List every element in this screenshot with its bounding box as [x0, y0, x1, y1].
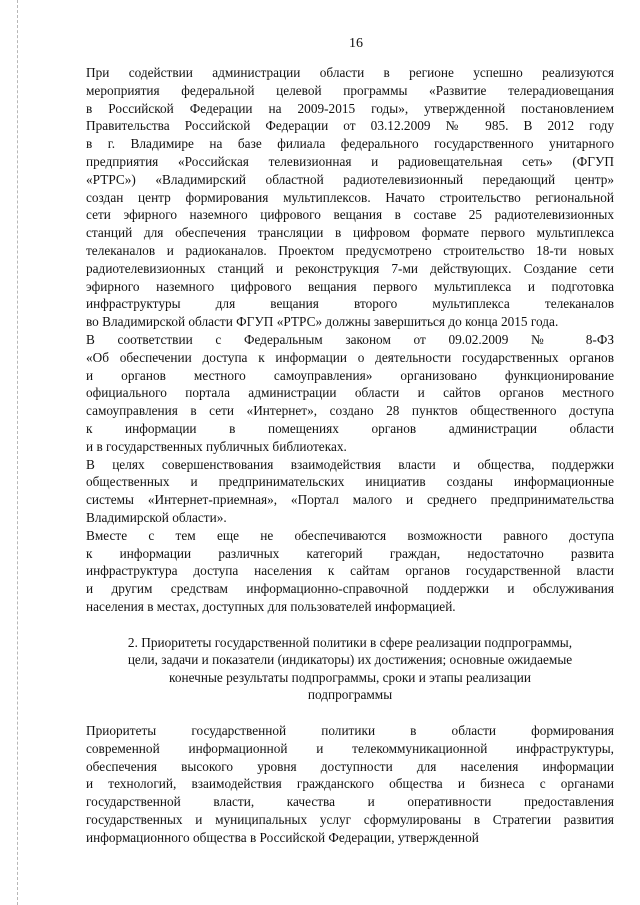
heading-line: подпрограммы	[307, 687, 393, 703]
heading-line: 2. Приоритеты государственной политики в сфере реализации подпрограммы,	[127, 634, 573, 650]
text-line: сети эфирного наземного цифрового вещания в составе 25 радиотелевизионных	[86, 207, 614, 223]
text-line: эфирного наземного цифрового вещания первого мультиплекса и подготовка	[86, 278, 614, 294]
page-number: 16	[349, 36, 363, 51]
text-line: к информации в помещениях органов администрации области	[86, 420, 614, 436]
text-line: Правительства Российской Федерации от 03.12.2009 № 985. В 2012 году	[86, 118, 614, 134]
text-line: При содействии администрации области в регионе успешно реализуются	[86, 65, 614, 80]
text-line: предприятия «Российская телевизионная и радиовещательная сеть» (ФГУП	[86, 153, 614, 169]
heading-line: конечные результаты подпрограммы, сроки и этапы реализации	[169, 669, 531, 685]
text-line: государственной власти, качества и оперативности предоставления	[86, 794, 614, 810]
paragraph-access-problems	[86, 527, 614, 616]
text-line: «Об обеспечении доступа к информации о деятельности государственных органов	[86, 349, 614, 365]
text-line: Вместе с тем еще не обеспечиваются возможности равного доступа	[86, 527, 614, 543]
text-line: и органов местного самоуправления» организовано функционирование	[86, 367, 614, 383]
text-line: самоуправления в сети «Интернет», создано 28 пунктов общественного доступа	[86, 403, 614, 419]
text-line: в г. Владимире на базе филиала федерального государственного унитарного	[86, 136, 614, 152]
text-line: общественных и предпринимательских инициатив созданы информационные	[86, 474, 614, 490]
text-line: создан центр формирования мультиплексов. Начато строительство региональной	[86, 189, 614, 205]
section-heading	[86, 634, 614, 704]
text-line: населения в местах, доступных для пользователей информацией.	[86, 598, 456, 614]
paragraph-information-systems	[86, 456, 614, 527]
spacer	[86, 704, 614, 722]
page-content	[86, 36, 614, 847]
text-line: радиотелевизионных станций и реконструкция 7-ми действующих. Создание сети	[86, 260, 614, 276]
text-line: инфраструктура доступа населения к сайтам органов государственной власти	[86, 563, 614, 579]
text-line: «РТРС») «Владимирский областной радиотелевизионный передающий центр»	[86, 171, 614, 187]
text-line: к информации различных категорий граждан, недостаточно развита	[86, 545, 614, 561]
text-line: инфраструктуры для вещания второго мультиплекса телеканалов	[86, 296, 614, 312]
text-line: официального портала администрации области и сайтов органов местного	[86, 385, 614, 401]
text-line: и технологий, взаимодействия гражданского общества и бизнеса с органами	[86, 776, 614, 792]
paragraph-federal-law	[86, 331, 614, 456]
text-line: и в государственных публичных библиотеках.	[86, 438, 347, 454]
text-line: современной информационной и телекоммуникационной инфраструктуры,	[86, 740, 614, 756]
paragraph-broadcasting	[86, 64, 614, 331]
text-line: во Владимирской области ФГУП «РТРС» должны завершиться до конца 2015 года.	[86, 314, 559, 330]
paragraph-priorities	[86, 722, 614, 847]
spacer	[86, 616, 614, 634]
text-line: В целях совершенствования взаимодействия власти и общества, поддержки	[86, 456, 614, 472]
heading-line: цели, задачи и показатели (индикаторы) их достижения; основные ожидаемые	[127, 652, 573, 668]
scan-margin-line	[17, 0, 19, 905]
text-line: и другим средствам информационно-справочной поддержки и обслуживания	[86, 581, 614, 597]
text-line: обеспечения высокого уровня доступности для населения информации	[86, 758, 614, 774]
text-line: Приоритеты государственной политики в области формирования	[86, 723, 614, 739]
text-line: в Российской Федерации на 2009-2015 годы», утвержденной постановлением	[86, 100, 614, 116]
text-line: мероприятия федеральной целевой программы «Развитие телерадиовещания	[86, 82, 614, 98]
text-line: телеканалов и радиоканалов. Проектом предусмотрено строительство 18-ти новых	[86, 242, 614, 258]
text-line: станций для обеспечения трансляции в цифровом формате первого мультиплекса	[86, 225, 614, 241]
text-line: системы «Интернет-приемная», «Портал малого и среднего предпринимательства	[86, 492, 614, 508]
text-line: Владимирской области».	[86, 509, 227, 525]
text-line: информационного общества в Российской Федерации, утвержденной	[86, 829, 479, 845]
text-line: государственных и муниципальных услуг сформулированы в Стратегии развития	[86, 812, 614, 828]
text-line: В соответствии с Федеральным законом от 09.02.2009 № 8-ФЗ	[86, 331, 614, 347]
